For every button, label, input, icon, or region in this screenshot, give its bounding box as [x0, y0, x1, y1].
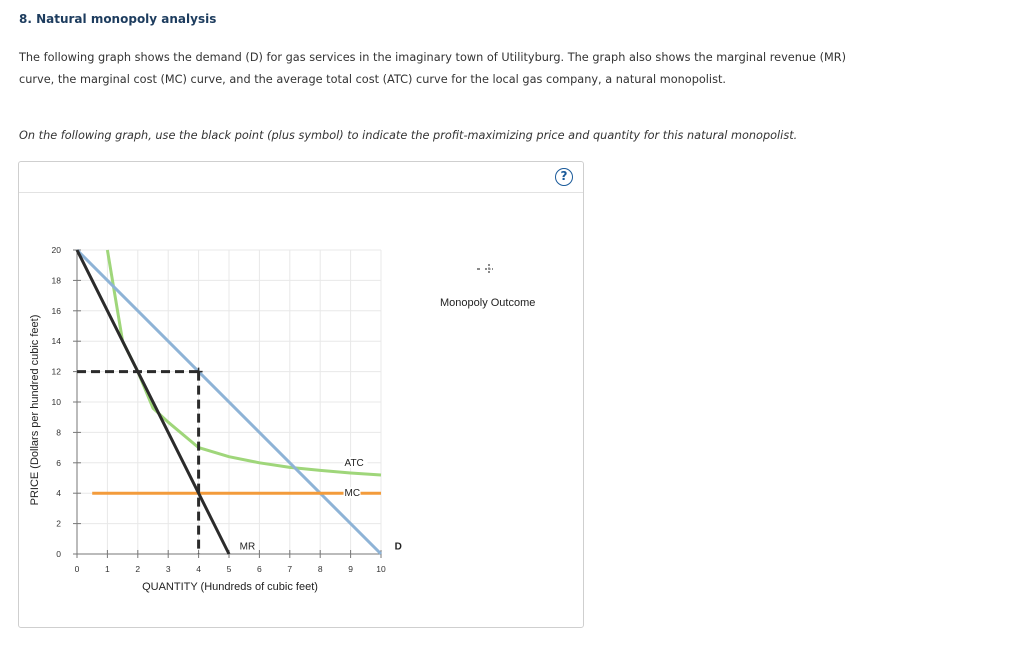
question-title: 8. Natural monopoly analysis: [19, 12, 217, 26]
y-tick-label: 20: [51, 245, 61, 255]
x-tick-label: 8: [317, 564, 323, 574]
x-tick-label: 9: [348, 564, 353, 574]
y-tick-label: 8: [56, 427, 61, 438]
intro-line-1: The following graph shows the demand (D) for gas services in the imaginary town of Utilityburg. The graph also shows the marginal revenue (MR): [19, 51, 846, 64]
demand-label: D: [394, 541, 402, 553]
atc-curve: [107, 250, 381, 475]
y-tick-label: 0: [56, 549, 61, 559]
mc-label: MC: [344, 488, 361, 500]
legend[interactable]: [477, 264, 493, 274]
x-tick-label: 2: [135, 564, 141, 574]
x-axis-title: QUANTITY (Hundreds of cubic feet): [142, 581, 318, 593]
atc-label: ATC: [344, 457, 364, 469]
instruction-text: On the following graph, use the black point (plus symbol) to indicate the profit-maximizing price and quantity for this natural monopolist.: [19, 129, 798, 142]
x-tick-label: 4: [196, 564, 201, 574]
y-axis-title: PRICE (Dollars per hundred cubic feet): [29, 314, 41, 506]
x-tick-label: 10: [376, 564, 386, 574]
x-tick-label: 6: [257, 564, 262, 574]
mr-label: MR: [239, 541, 256, 553]
intro-line-2: curve, the marginal cost (MC) curve, and the average total cost (ATC) curve for the local gas company, a natural monopolist.: [19, 73, 726, 86]
question-circle-icon[interactable]: ?: [555, 168, 573, 186]
y-tick-label: 12: [51, 366, 61, 377]
y-tick-label: 10: [51, 397, 61, 407]
x-tick-label: 7: [287, 564, 293, 574]
y-tick-label: 16: [51, 305, 61, 316]
axes: [29, 245, 386, 593]
y-tick-label: 2: [56, 518, 61, 529]
x-tick-label: 5: [226, 564, 232, 574]
x-tick-label: 1: [105, 564, 110, 574]
x-tick-label: 0: [74, 564, 80, 574]
legend-label: Monopoly Outcome: [440, 297, 536, 309]
y-tick-label: 14: [51, 336, 61, 347]
x-tick-label: 3: [165, 564, 171, 574]
y-tick-label: 4: [56, 488, 61, 499]
y-tick-label: 18: [51, 275, 61, 286]
y-tick-label: 6: [56, 457, 61, 468]
